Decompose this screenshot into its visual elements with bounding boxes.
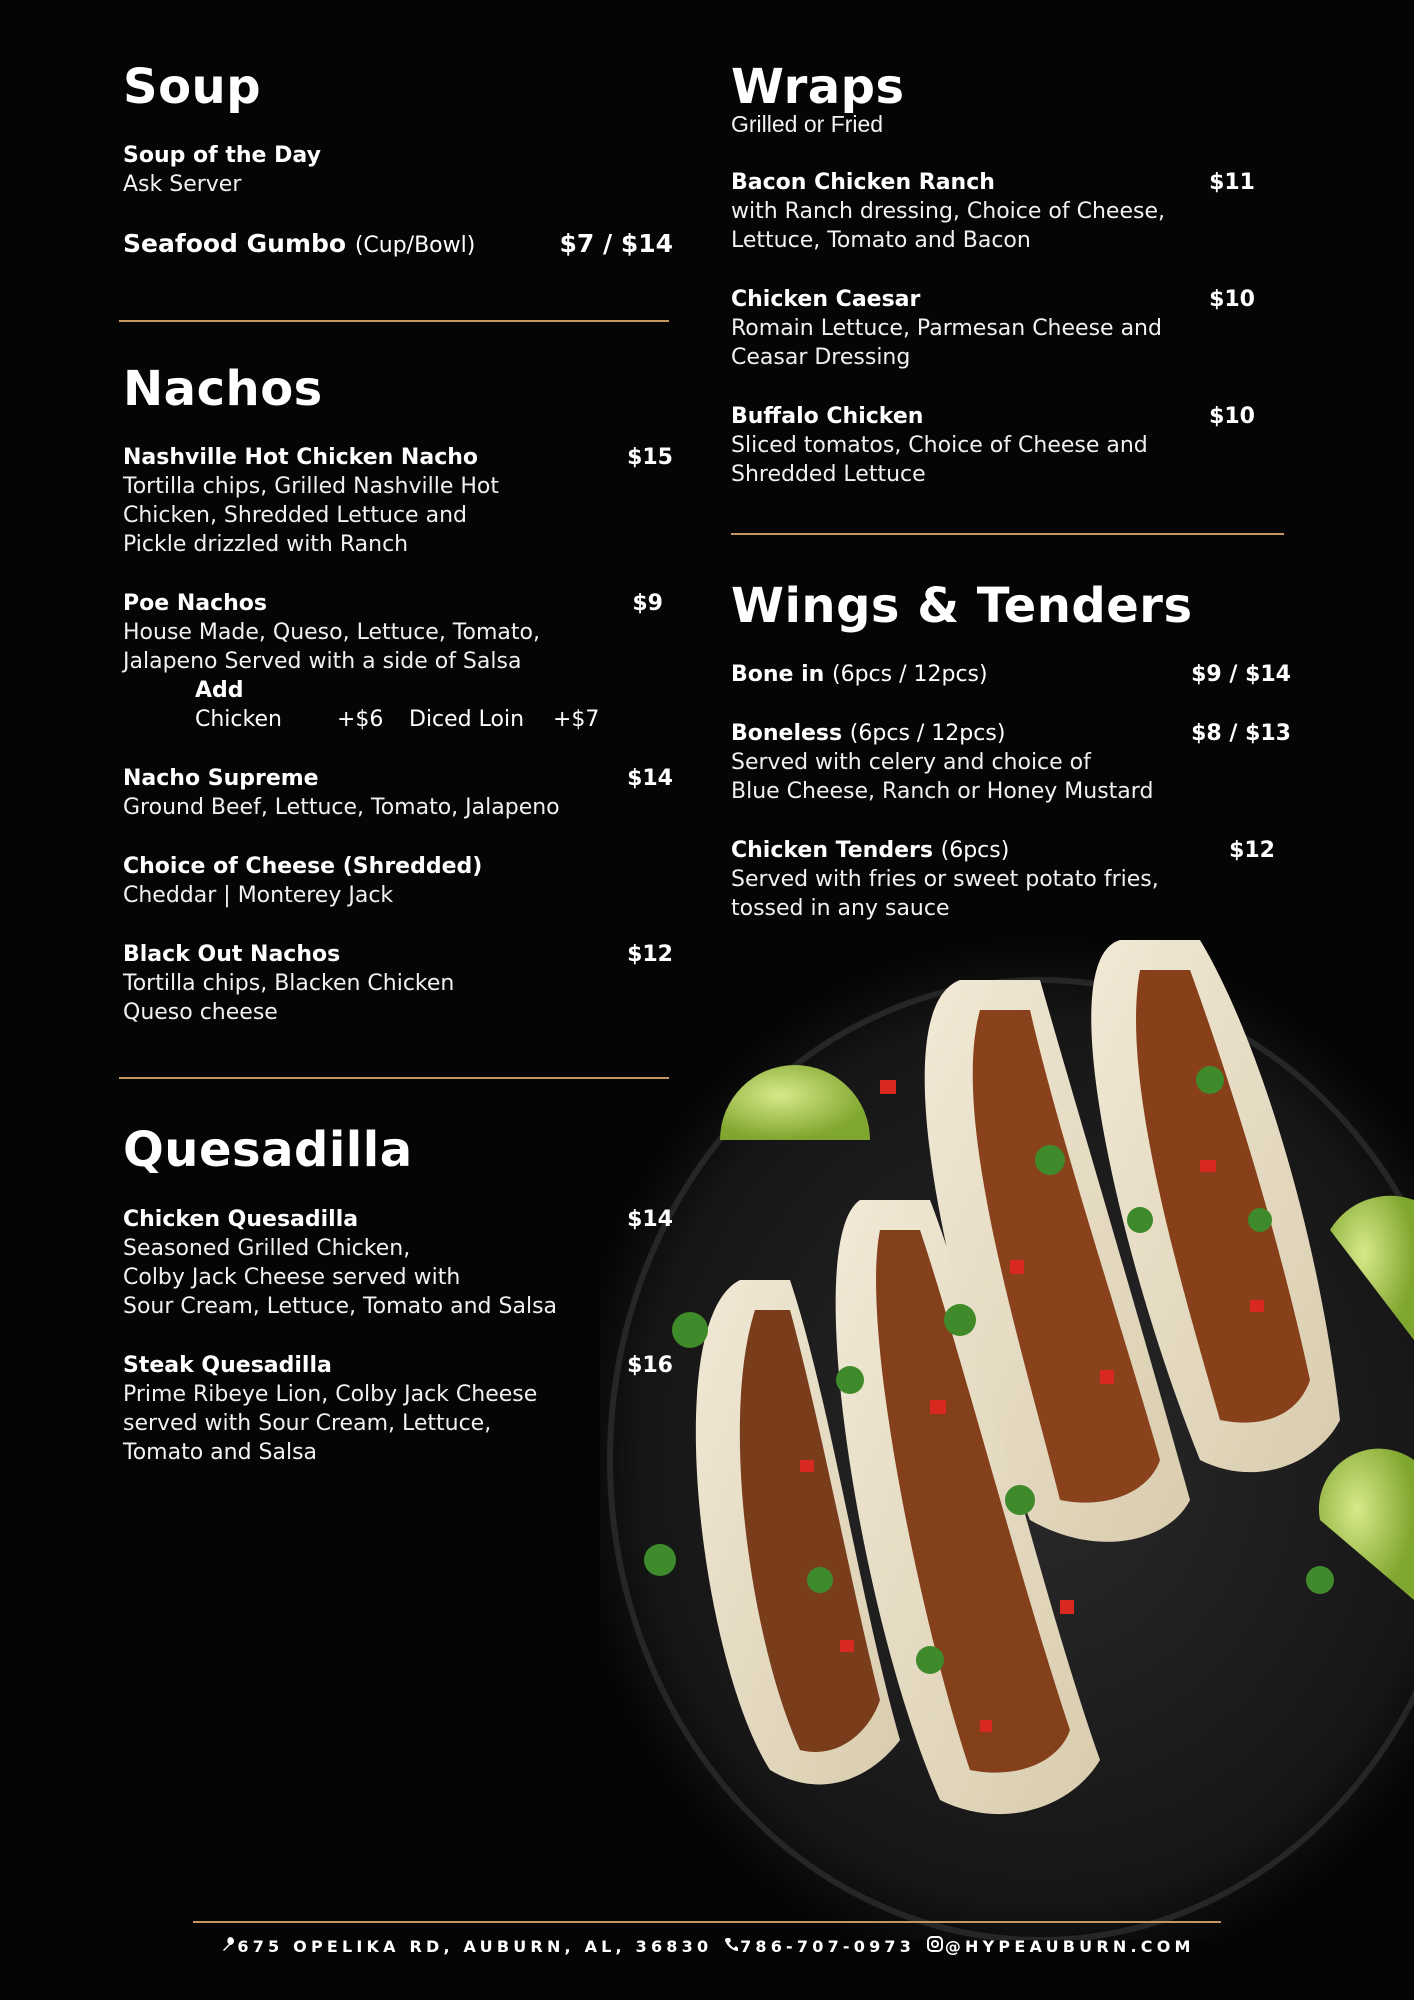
footer-divider [193,1921,1221,1923]
item-desc: Prime Ribeye Lion, Colby Jack Cheese served with Sour Cream, Lettuce, Tomato and Salsa [123,1381,538,1465]
item-desc: with Ranch dressing, Choice of Cheese, Lettuce, Tomato and Bacon [731,199,1165,254]
tacos-photo [600,900,1414,1940]
phone-icon [724,1936,738,1956]
footer-social: @HYPEAUBURN.COM [944,1937,1195,1956]
item-desc: Seasoned Grilled Chicken, Colby Jack Cheese served with Sour Cream, Lettuce, Tomato and Salsa [123,1235,558,1319]
item-name-text: Chicken Tenders [731,838,933,864]
add-option-label: Chicken [195,707,282,733]
soup-section [123,60,673,260]
item-name: Poe Nachos [123,591,267,617]
item-name: Chicken Quesadilla [123,1206,359,1232]
item-name: Black Out Nachos [123,942,341,968]
item-desc: Ask Server [123,172,242,198]
add-option-label: Diced Loin [409,707,525,733]
item-name: Chicken Caesar [731,287,921,313]
item-name: Nashville Hot Chicken Nacho [123,445,479,471]
item-name-text: Boneless [731,721,843,747]
item-desc: Ground Beef, Lettuce, Tomato, Jalapeno [123,795,560,821]
wraps-subtitle: Grilled or Fried [731,111,884,138]
item-price: $16 [627,1352,673,1378]
item-desc: Romain Lettuce, Parmesan Cheese and Ceasar Dressing [731,316,1162,371]
item-price: $10 [1209,287,1255,313]
item-price: $9 [632,591,663,617]
item-desc: Tortilla chips, Grilled Nashville Hot Chicken, Shredded Lettuce and Pickle drizzled with Ranch [123,474,499,558]
footer [0,1936,1414,1956]
item-name: Choice of Cheese (Shredded) [123,854,483,880]
pin-icon [221,1936,235,1956]
add-options [195,676,673,734]
left-column [123,60,673,1467]
menu-item [731,168,1275,255]
item-price: $9 / $14 [1191,662,1291,688]
item-note: (6pcs / 12pcs) [832,662,988,688]
wraps-title: Wraps [731,59,905,115]
item-price: $14 [627,1206,673,1232]
item-name: Steak Quesadilla [123,1352,332,1378]
nachos-section [123,362,673,1027]
menu-item [123,229,673,260]
quesadilla-section [123,1123,673,1466]
menu-item [731,660,1291,689]
item-price: $11 [1209,170,1255,196]
add-title: Add [195,678,244,704]
menu-item [123,940,673,1027]
item-price: $7 / $14 [559,229,673,259]
item-price: $8 / $13 [1191,721,1291,747]
menu-item [731,719,1291,806]
menu-item [731,402,1275,489]
right-column [731,60,1291,923]
menu-item [123,1205,673,1321]
item-price: $15 [627,445,673,471]
add-option-price: +$6 [337,707,384,733]
item-desc: Cheddar | Monterey Jack [123,883,394,909]
quesadilla-title: Quesadilla [123,1122,413,1179]
menu-item [123,589,673,734]
footer-phone: 786-707-0973 [740,1937,916,1956]
item-desc: Tortilla chips, Blacken Chicken Queso cheese [123,971,455,1026]
menu-item [123,1351,673,1467]
menu-item [731,285,1275,372]
wings-title: Wings & Tenders [731,578,1193,635]
item-name: Buffalo Chicken [731,404,924,430]
wings-section [731,579,1291,923]
item-note: (Cup/Bowl) [354,233,476,259]
add-option-price: +$7 [553,707,600,733]
item-desc: Served with fries or sweet potato fries, tossed in any sauce [731,867,1159,922]
item-note: (6pcs / 12pcs) [849,721,1006,747]
divider [119,1077,669,1079]
nachos-title: Nachos [123,361,323,418]
item-price: $14 [627,766,673,792]
menu-item [123,852,673,910]
menu-item [123,764,673,822]
soup-title: Soup [123,59,262,115]
item-name: Soup of the Day [123,143,321,169]
wraps-section [731,60,1291,489]
item-name-text: Bone in [731,662,825,688]
item-desc: House Made, Queso, Lettuce, Tomato, Jalapeno Served with a side of Salsa [123,620,540,675]
instagram-icon [927,1936,943,1956]
item-name: Nacho Supreme [123,766,319,792]
add-row [195,705,673,734]
item-price: $12 [1229,838,1275,864]
divider [731,533,1284,535]
menu-item [731,836,1291,923]
menu-item [123,141,673,199]
footer-address: 675 OPELIKA RD, AUBURN, AL, 36830 [237,1937,713,1956]
item-desc: Served with celery and choice of Blue Cheese, Ranch or Honey Mustard [731,750,1154,805]
item-price: $10 [1209,404,1255,430]
item-name [731,836,1291,865]
divider [119,320,669,322]
item-note: (6pcs) [940,838,1010,864]
item-desc: Sliced tomatos, Choice of Cheese and Shredded Lettuce [731,433,1148,488]
item-name-text: Seafood Gumbo [123,229,347,259]
item-price: $12 [627,942,673,968]
menu-item [123,443,673,559]
item-name: Bacon Chicken Ranch [731,170,995,196]
